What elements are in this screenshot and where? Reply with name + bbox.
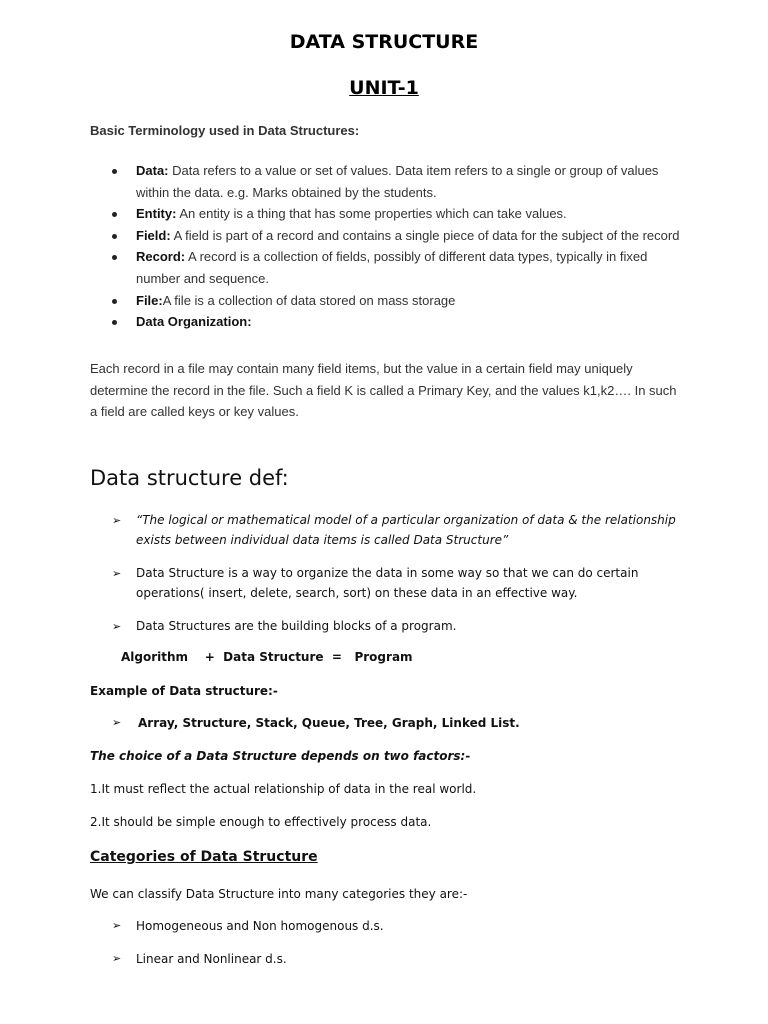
category-item	[90, 952, 287, 966]
bullet-text: Data Structure is a way to organize the data in some way so that we can do certain operations( insert, delete, search, sort) on these data in an effective way.	[136, 566, 639, 600]
category-text: Homogeneous and Non homogenous d.s.	[136, 919, 384, 933]
bullet-text: Data Structures are the building blocks of a program.	[136, 619, 457, 633]
arrowhead-bullet-icon: ➢	[112, 620, 122, 633]
term: Data:	[136, 163, 169, 178]
term: File:	[136, 292, 163, 308]
arrowhead-bullet-icon: ➢	[112, 514, 122, 527]
definition: A field is part of a record and contains a single piece of data for the subject of the record	[170, 227, 680, 243]
term: Data Organization:	[136, 314, 252, 330]
basic-terminology-heading: Basic Terminology used in Data Structures:	[90, 123, 360, 138]
category-item	[90, 919, 384, 933]
list-item	[90, 225, 690, 247]
definition-heading: Data structure def:	[90, 466, 289, 490]
arrowhead-bullet-icon: ➢	[112, 567, 122, 580]
term: Entity:	[136, 206, 177, 222]
document-title: DATA STRUCTURE	[289, 31, 479, 53]
list-item	[90, 203, 690, 225]
term: Field:	[136, 227, 171, 243]
definition-bullet	[90, 511, 686, 550]
definition-bullet	[90, 564, 686, 603]
term: Record:	[136, 249, 186, 265]
list-item	[90, 290, 690, 312]
choice-heading: The choice of a Data Structure depends on two factors:-	[90, 749, 471, 763]
primary-key-paragraph: Each record in a file may contain many field items, but the value in a certain field may uniquely determine the record in the file. Such a field K is called a Primary Key, and the values k1,k2…. In such a field are called keys or key values.	[90, 361, 677, 420]
factor-2: 2.It should be simple enough to effectively process data.	[90, 815, 432, 829]
factor-1: 1.It must reflect the actual relationship of data in the real world.	[90, 782, 477, 796]
bullet-dot-icon	[112, 299, 117, 304]
bullet-text: “The logical or mathematical model of a particular organization of data & the relationship exists between individual data items is called Data Structure”	[136, 513, 676, 547]
arrowhead-bullet-icon: ➢	[112, 952, 122, 965]
list-item	[90, 311, 690, 333]
terminology-list	[90, 160, 690, 333]
bullet-dot-icon	[112, 255, 117, 260]
bullet-dot-icon	[112, 169, 117, 174]
arrowhead-bullet-icon: ➢	[112, 919, 122, 932]
unit-heading: UNIT-1	[349, 77, 419, 99]
list-item	[90, 246, 690, 289]
bullet-dot-icon	[112, 212, 117, 217]
examples-item	[90, 716, 520, 730]
examples-text: Array, Structure, Stack, Queue, Tree, Graph, Linked List.	[138, 716, 520, 730]
definition-bullet	[90, 617, 686, 637]
definition: Data refers to a value or set of values. Data item refers to a single or group of values within the data. e.g. Marks obtained by the students.	[136, 163, 659, 200]
category-text: Linear and Nonlinear d.s.	[136, 952, 287, 966]
examples-heading: Example of Data structure:-	[90, 684, 278, 698]
bullet-dot-icon	[112, 234, 117, 239]
list-item	[90, 160, 690, 203]
arrowhead-bullet-icon: ➢	[112, 716, 122, 729]
definition: A record is a collection of fields, possibly of different data types, typically in fixed number and sequence.	[136, 249, 648, 286]
categories-heading: Categories of Data Structure	[90, 849, 318, 865]
definition: An entity is a thing that has some properties which can take values.	[176, 206, 567, 222]
categories-intro: We can classify Data Structure into many categories they are:-	[90, 887, 468, 901]
definition: A file is a collection of data stored on mass storage	[162, 292, 456, 308]
program-formula: Algorithm + Data Structure = Program	[121, 650, 413, 664]
bullet-dot-icon	[112, 320, 117, 325]
